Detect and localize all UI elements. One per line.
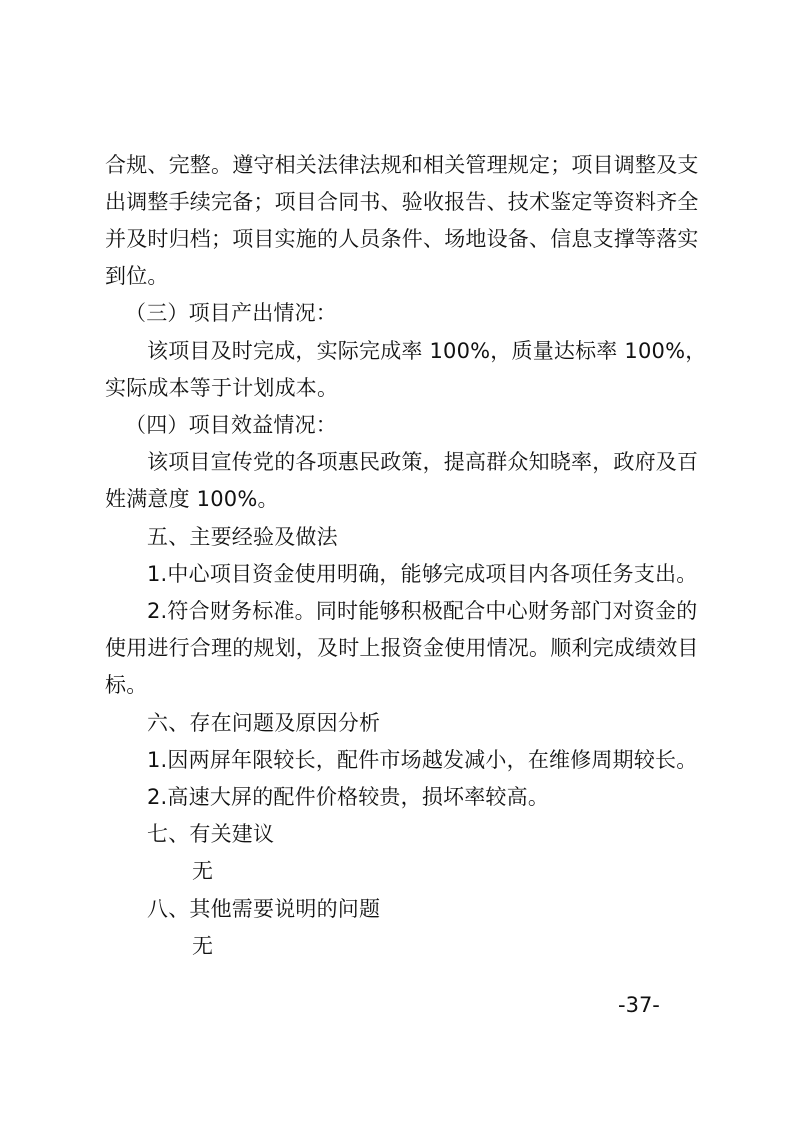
paragraph-line: 2.高速大屏的配件价格较贵，损坏率较高。 <box>147 785 550 809</box>
paragraph-line: 出调整手续完备；项目合同书、验收报告、技术鉴定等资料齐全 <box>105 190 699 214</box>
paragraph-line: 实际成本等于计划成本。 <box>105 376 339 400</box>
section-heading-5: 五、主要经验及做法 <box>147 525 338 549</box>
section-heading-4: （四）项目效益情况： <box>125 413 337 437</box>
paragraph-line: 标。 <box>105 673 148 697</box>
section-heading-8: 八、其他需要说明的问题 <box>147 897 381 921</box>
paragraph-line: 无 <box>192 859 214 883</box>
paragraph-line: 无 <box>192 934 214 958</box>
paragraph-line: 该项目及时完成，实际完成率 100%，质量达标率 100%， <box>147 339 707 363</box>
paragraph-line: 使用进行合理的规划，及时上报资金使用情况。顺利完成绩效目 <box>105 636 699 660</box>
paragraph-line: 2.符合财务标准。同时能够积极配合中心财务部门对资金的 <box>147 599 698 623</box>
section-heading-3: （三）项目产出情况： <box>125 301 337 325</box>
page-number: -37- <box>618 993 660 1017</box>
paragraph-line: 1.因两屏年限较长，配件市场越发减小，在维修周期较长。 <box>147 748 698 772</box>
section-heading-7: 七、有关建议 <box>147 822 275 846</box>
paragraph-line: 该项目宣传党的各项惠民政策，提高群众知晓率，政府及百 <box>147 450 699 474</box>
paragraph-line: 姓满意度 100%。 <box>105 487 279 511</box>
paragraph-line: 到位。 <box>105 264 169 288</box>
paragraph-line: 1.中心项目资金使用明确，能够完成项目内各项任务支出。 <box>147 562 698 586</box>
paragraph-line: 并及时归档；项目实施的人员条件、场地设备、信息支撑等落实 <box>105 227 699 251</box>
section-heading-6: 六、存在问题及原因分析 <box>147 711 381 735</box>
paragraph-line: 合规、完整。遵守相关法律法规和相关管理规定；项目调整及支 <box>105 153 699 177</box>
